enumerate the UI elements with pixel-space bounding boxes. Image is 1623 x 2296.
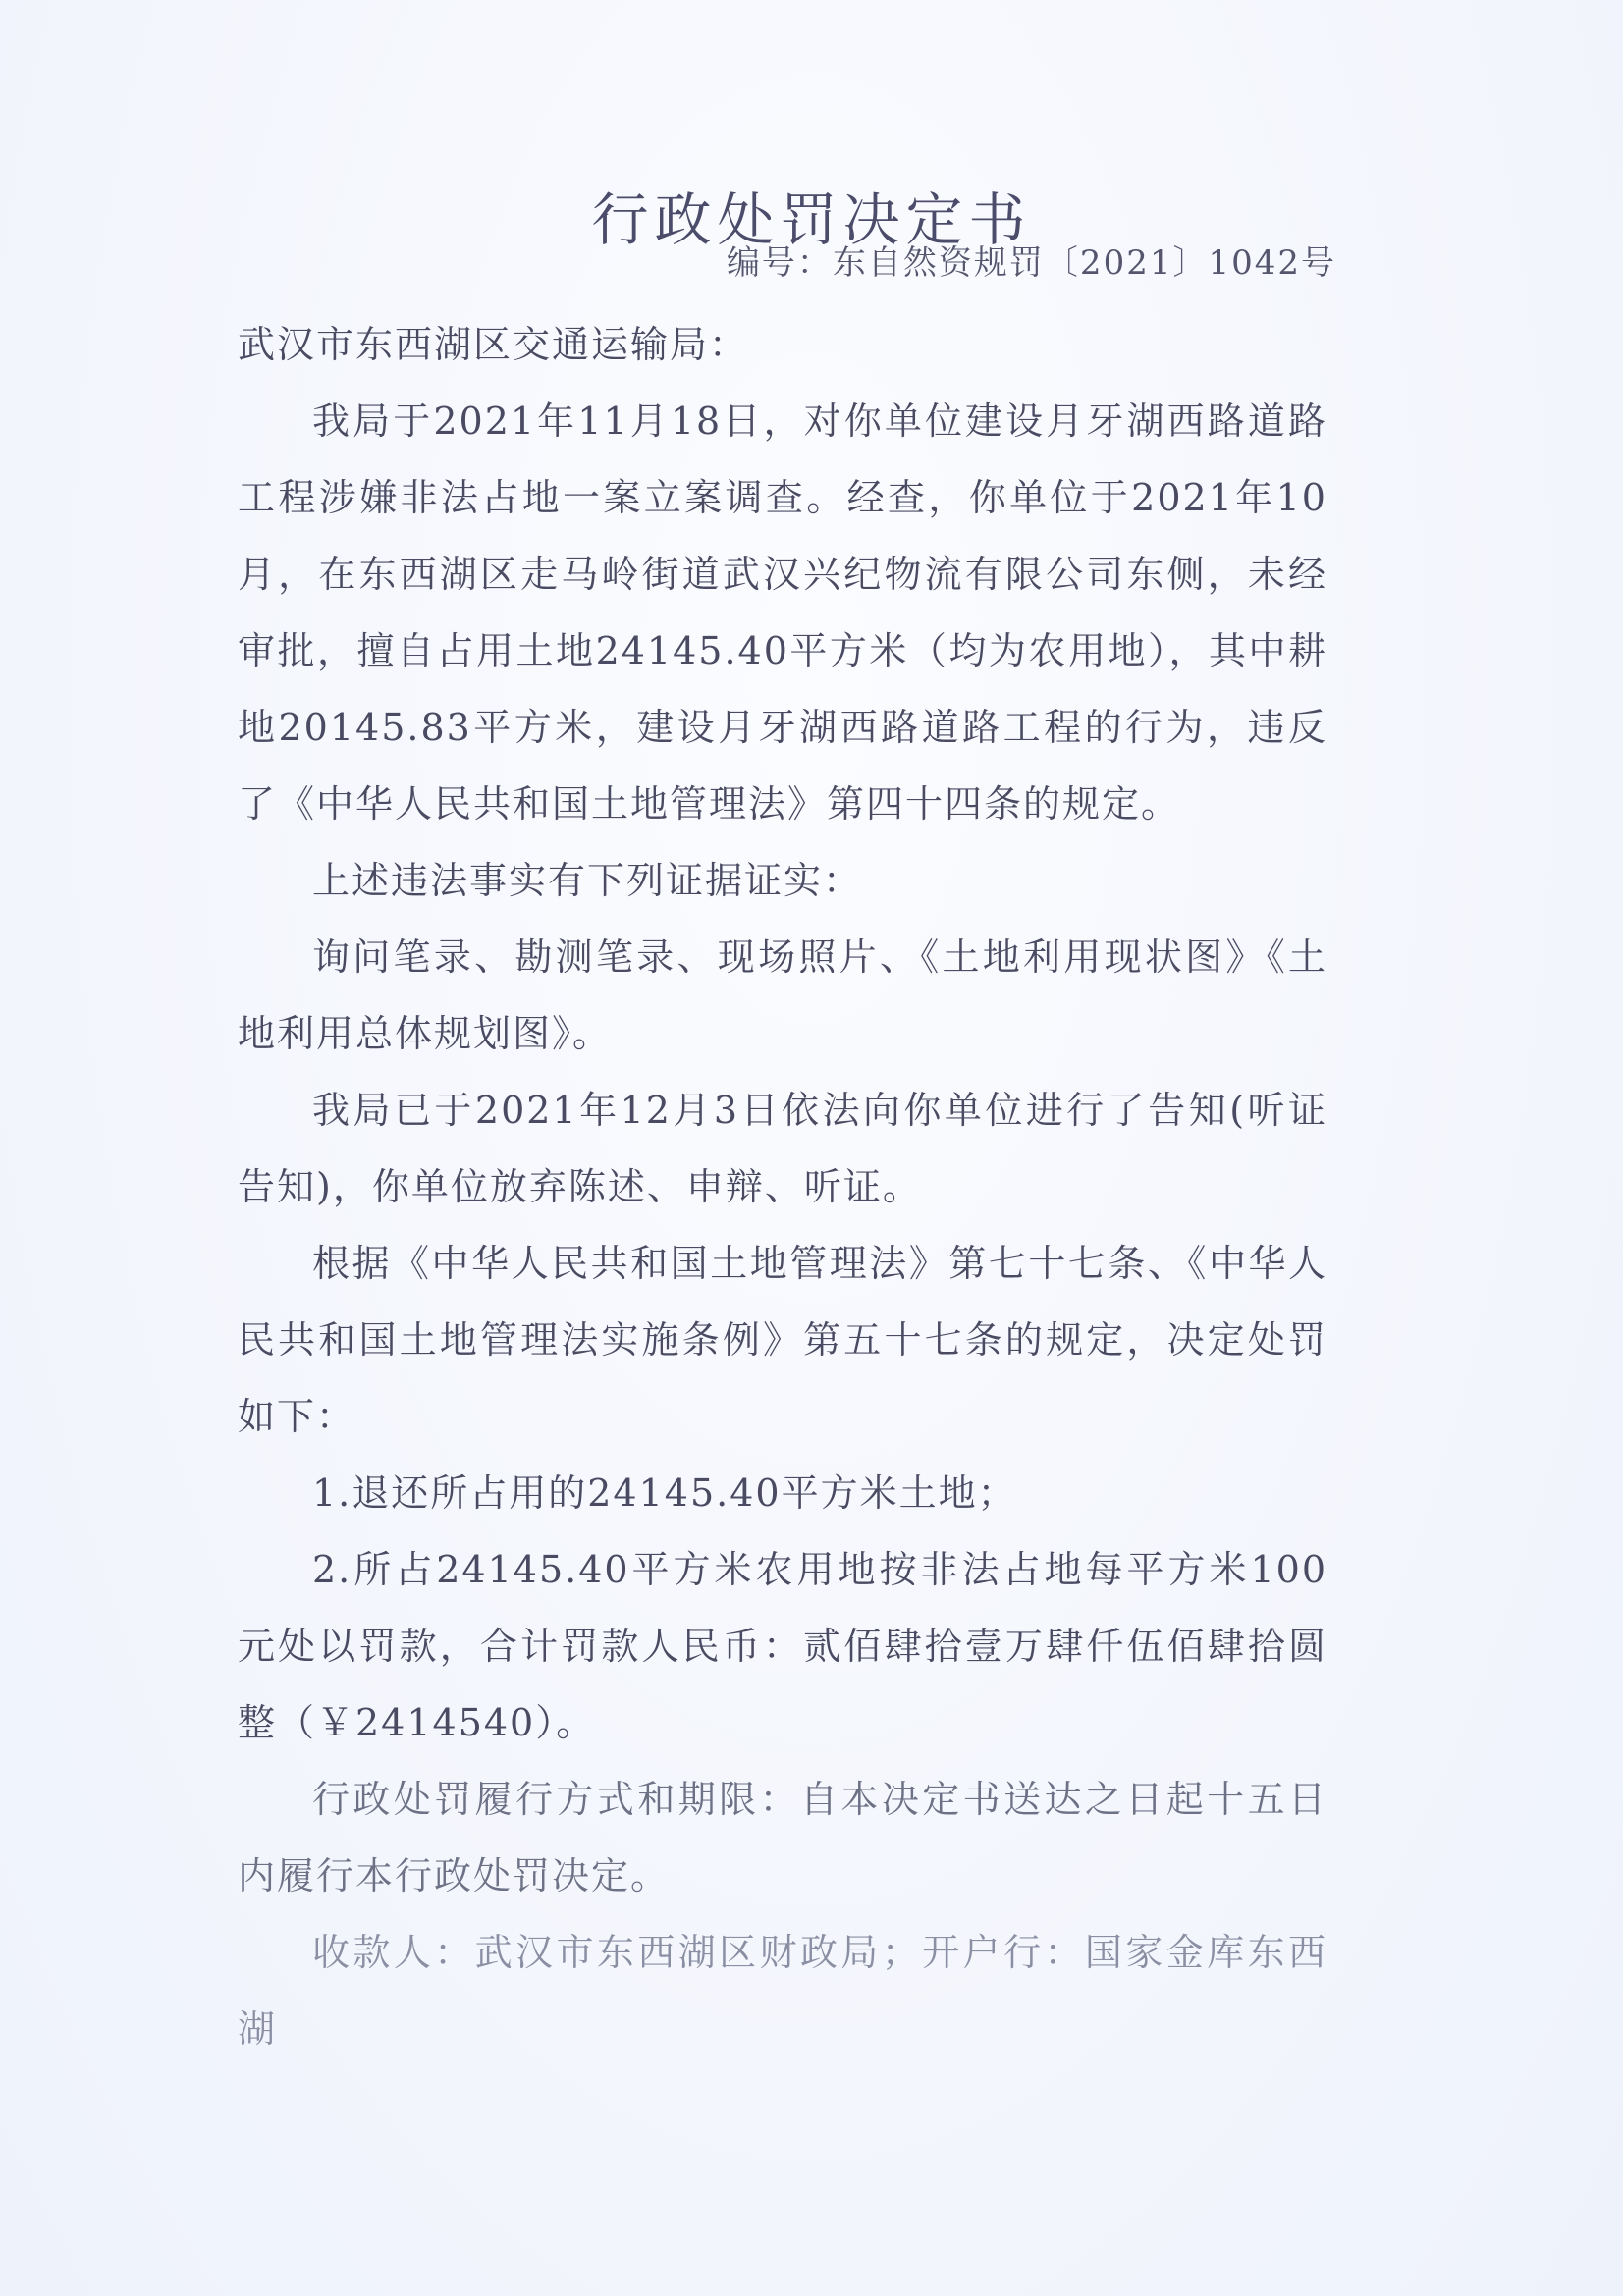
document-number: 编号：东自然资规罚〔2021〕1042号	[726, 243, 1336, 283]
paragraph-penalty-2: 2.所占24145.40平方米农用地按非法占地每平方米100元处以罚款，合计罚款人民币：贰佰肆拾壹万肆仟伍佰肆拾圆整（￥2414540）。	[238, 1548, 1327, 1744]
paragraph-facts: 我局于2021年11月18日，对你单位建设月牙湖西路道路工程涉嫌非法占地一案立案调查。经查，你单位于2021年10月，在东西湖区走马岭街道武汉兴纪物流有限公司东侧，未经审批，擅自占用土地24145.40平方米（均为农用地），其中耕地20145.83平方米，建设月牙湖西路道路工程的行为，违反了《中华人民共和国土地管理法》第四十四条的规定。	[238, 400, 1327, 826]
paragraph-legal-basis: 根据《中华人民共和国土地管理法》第七十七条、《中华人民共和国土地管理法实施条例》第五十七条的规定，决定处罚如下：	[238, 1242, 1327, 1438]
recipient-line: 武汉市东西湖区交通运输局：	[238, 323, 749, 366]
paragraph-evidence-list: 询问笔录、勘测笔录、现场照片、《土地利用现状图》《土地利用总体规划图》。	[238, 935, 1327, 1055]
paragraph-penalty-1: 1.退还所占用的24145.40平方米土地；	[312, 1471, 1017, 1515]
paragraph-notification: 我局已于2021年12月3日依法向你单位进行了告知(听证告知)，你单位放弃陈述、申辩、听证。	[238, 1089, 1327, 1208]
paragraph-payee: 收款人：武汉市东西湖区财政局；开户行：国家金库东西湖	[238, 1931, 1327, 2051]
document-title: 行政处罚决定书	[591, 186, 1032, 253]
paragraph-evidence-intro: 上述违法事实有下列证据证实：	[312, 859, 863, 902]
document-body	[238, 306, 1327, 2067]
paragraph-payment-term: 行政处罚履行方式和期限：自本决定书送达之日起十五日内履行本行政处罚决定。	[238, 1778, 1327, 1897]
